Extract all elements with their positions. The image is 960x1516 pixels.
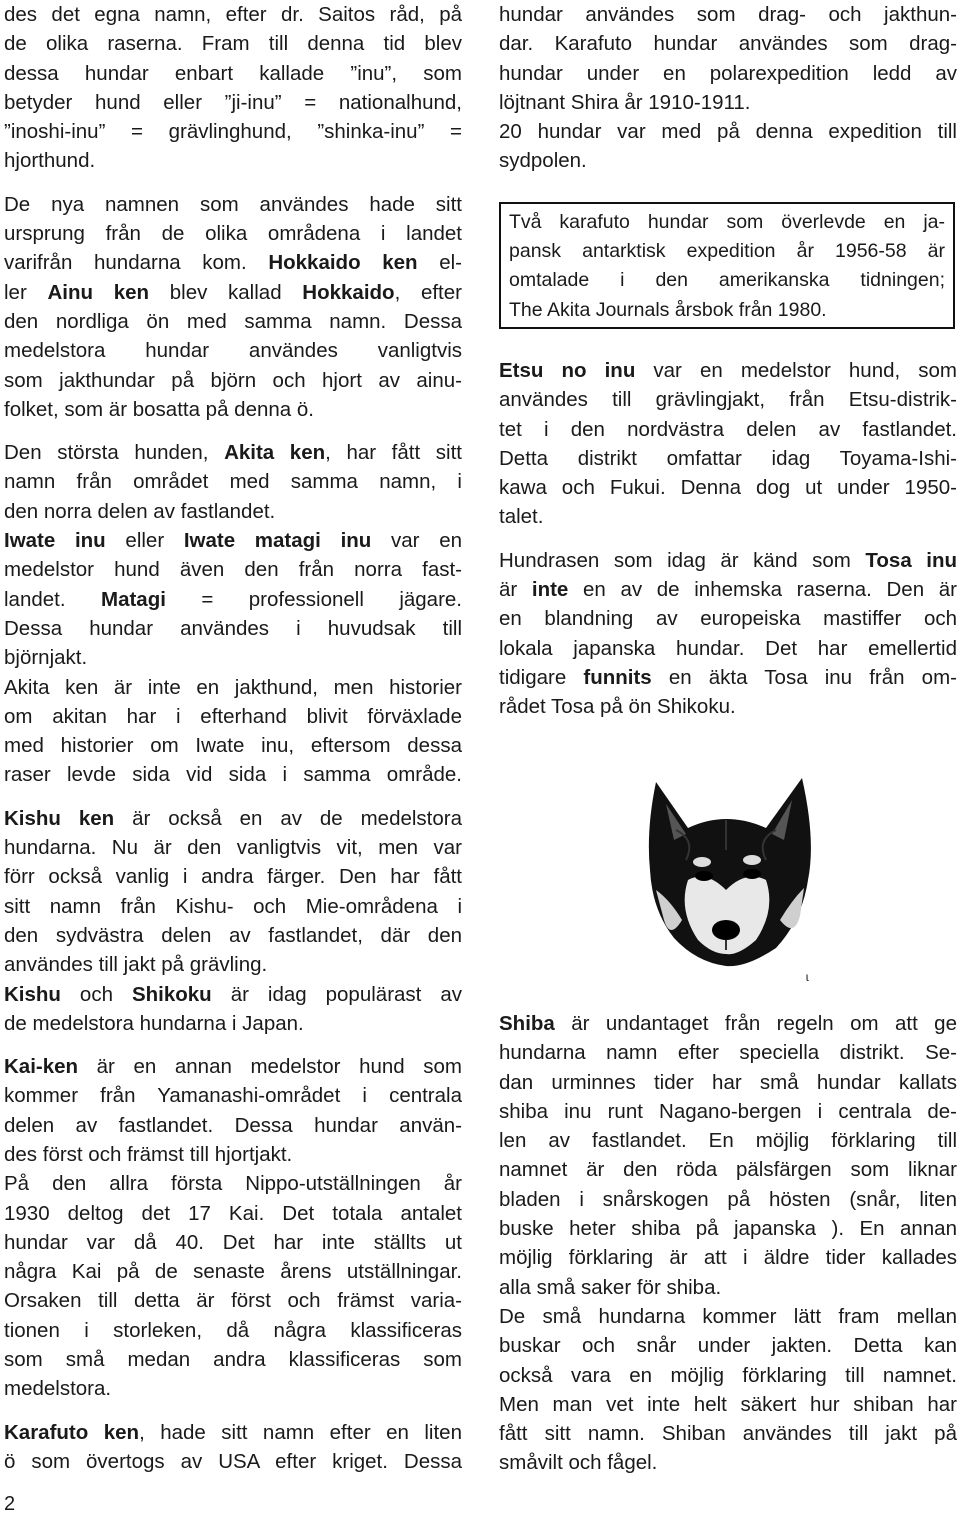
text-line: Kai-ken är en annan medelstor hund som <box>4 1055 462 1079</box>
shiba-dog-image <box>626 770 838 970</box>
text-line: Karafuto ken, hade sitt namn efter en liten <box>4 1420 462 1444</box>
text-line: hundar var då 40. Det har inte ställts ut <box>4 1230 462 1254</box>
text-line: des först och främst till hjortjakt. <box>4 1142 293 1166</box>
right-bottom-column <box>499 1009 957 1478</box>
text-line: lokala japanska hundar. Det har emellertid <box>499 636 957 660</box>
text-line: hundar användes som drag- och jakthun- <box>499 3 957 26</box>
text-line: 1930 deltog det 17 Kai. Det totala antalet <box>4 1201 462 1225</box>
text-line: Men man vet inte helt säkert hur shiban har <box>499 1392 957 1416</box>
text-line: som jakthundar på björn och hjort av ainu- <box>4 368 462 392</box>
text-line: ursprung från de olika områdena i landet <box>4 222 462 246</box>
text-line: kawa och Fukui. Denna dog ut under 1950- <box>499 476 957 500</box>
text-line: de olika raserna. Fram till denna tid blev <box>4 32 462 56</box>
text-line: Två karafuto hundar som överlevde en ja- <box>509 210 945 233</box>
text-line: De små hundarna kommer lätt fram mellan <box>499 1304 957 1328</box>
text-line: löjtnant Shira år 1910-1911. <box>499 90 751 114</box>
text-line: tidigare funnits en äkta Tosa inu från om- <box>499 665 957 689</box>
text-line: Kishu ken är också en av de medelstora <box>4 806 462 830</box>
text-line: Dessa hundar användes i huvudsak till <box>4 616 462 640</box>
text-line: hundarna namn efter speciella distrikt. Se- <box>499 1041 957 1065</box>
text-line: medelstor hund även den från norra fast- <box>4 558 462 582</box>
text-line: Akita ken är inte en jakthund, men historier <box>4 675 462 699</box>
text-line: småvilt och fågel. <box>499 1451 658 1475</box>
text-line: Hundrasen som idag är känd som Tosa inu <box>499 548 958 572</box>
text-line: ö som övertogs av USA efter kriget. Dessa <box>4 1449 462 1473</box>
text-line: ler Ainu ken blev kallad Hokkaido, efter <box>4 280 462 304</box>
text-line: buskar och snår under jakten. Detta kan <box>499 1334 957 1358</box>
text-line: möjlig förklaring är att i äldre tider kallades <box>499 1246 957 1270</box>
text-line: varifrån hundarna kom. Hokkaido ken el- <box>4 251 462 275</box>
text-line: en blandning av europeiska mastiffer och <box>499 607 957 631</box>
text-line: 20 hundar var med på denna expedition till <box>499 120 957 144</box>
right-bottom-text <box>499 1009 957 1478</box>
paragraph-gap <box>499 532 957 546</box>
text-line: hundarna. Nu är den vanligtvis vit, men var <box>4 836 462 860</box>
text-line: shiba inu runt Nagano-bergen i centrala de- <box>499 1099 957 1123</box>
text-line: namnet är den röda pälsfärgen som liknar <box>499 1158 957 1182</box>
page-number: 2 <box>4 1493 16 1515</box>
text-line: tionen i storleken, då några klassificeras <box>4 1318 462 1342</box>
image-mark: ɩ <box>806 970 809 984</box>
text-line: den nordliga ön med samma namn. Dessa <box>4 309 462 333</box>
text-line: också vara en möjlig förklaring till namnet. <box>499 1363 957 1387</box>
text-line: användes till jakt på grävling. <box>4 953 268 977</box>
text-line: namn från området med samma namn, i <box>4 470 462 494</box>
paragraph-gap <box>4 424 462 438</box>
paragraph-gap <box>4 176 462 190</box>
right-mid-text <box>499 356 957 722</box>
text-line: betyder hund eller ”ji-inu” = nationalhund, <box>4 90 462 114</box>
text-line: omtalade i den amerikanska tidningen; <box>509 269 945 292</box>
text-line: tet i den nordvästra delen av fastlandet. <box>499 417 957 441</box>
text-line: sitt namn från Kishu- och Mie-områdena i <box>4 894 462 918</box>
text-line: några Kai på de senaste årens utställningar. <box>4 1260 462 1284</box>
text-line: delen av fastlandet. Dessa hundar använ- <box>4 1113 462 1137</box>
paragraph-gap <box>4 1038 462 1052</box>
text-line: fått sitt namn. Shiban användes till jakt på <box>499 1422 957 1446</box>
text-line: alla små saker för shiba. <box>499 1275 722 1299</box>
text-line: Iwate inu eller Iwate matagi inu var en <box>4 529 462 553</box>
text-line: medelstora hundar användes vanligtvis <box>4 339 462 363</box>
text-line: Den största hunden, Akita ken, har fått sitt <box>4 441 462 465</box>
text-line: den sydvästra delen av fastlandet, där den <box>4 923 462 947</box>
paragraph-gap <box>4 790 462 804</box>
text-line: användes till grävlingjakt, från Etsu-distrik- <box>499 388 957 412</box>
text-line: Orsaken till detta är först och främst varia- <box>4 1289 462 1313</box>
text-line: hundar under en polarexpedition ledd av <box>499 61 957 85</box>
text-line: de medelstora hundarna i Japan. <box>4 1011 304 1035</box>
text-line: landet. Matagi = professionell jägare. <box>4 587 462 611</box>
text-line: De nya namnen som användes hade sitt <box>4 192 462 216</box>
right-column <box>499 0 957 722</box>
text-line: Shiba är undantaget från regeln om att ge <box>499 1012 957 1035</box>
text-line: Etsu no inu var en medelstor hund, som <box>499 358 957 382</box>
text-line: är inte en av de inhemska raserna. Den är <box>499 578 957 602</box>
info-box <box>499 202 955 329</box>
text-line: Kishu och Shikoku är idag populärast av <box>4 982 462 1006</box>
text-line: den norra delen av fastlandet. <box>4 499 276 523</box>
text-line: dan urminnes tider har små hundar kallats <box>499 1070 957 1094</box>
text-line: kommer från Yamanashi-området i centrala <box>4 1084 462 1108</box>
text-line: På den allra första Nippo-utställningen år <box>4 1172 462 1196</box>
text-line: bladen i snårskogen på hösten (snår, liten <box>499 1187 957 1211</box>
text-line: ”inoshi-inu” = grävlinghund, ”shinka-inu” = <box>4 120 462 144</box>
text-line: buske heter shiba på japanska ). En annan <box>499 1217 957 1241</box>
left-column <box>4 0 462 1476</box>
text-line: medelstora. <box>4 1377 112 1401</box>
text-line: pansk antarktisk expedition år 1956-58 är <box>509 240 945 263</box>
text-line: hjorthund. <box>4 149 96 173</box>
text-line: rådet Tosa på ön Shikoku. <box>499 695 736 719</box>
right-top-text <box>499 0 957 176</box>
text-line: talet. <box>499 505 544 529</box>
text-line: sydpolen. <box>499 149 587 173</box>
text-line: med historier om Iwate inu, eftersom dessa <box>4 734 462 758</box>
text-line: dar. Karafuto hundar användes som drag- <box>499 32 957 56</box>
text-line: dessa hundar enbart kallade ”inu”, som <box>4 61 462 85</box>
text-line: björnjakt. <box>4 646 88 670</box>
text-line: raser levde sida vid sida i samma område. <box>4 763 462 787</box>
paragraph-gap <box>4 1404 462 1418</box>
text-line: som små medan andra klassificeras som <box>4 1348 462 1372</box>
text-line: om akitan har i efterhand blivit förväxlade <box>4 704 462 728</box>
text-line: förr också vanlig i andra färger. Den har fått <box>4 865 462 889</box>
text-line: The Akita Journals årsbok från 1980. <box>509 298 827 321</box>
text-line: des det egna namn, efter dr. Saitos råd, på <box>4 3 462 26</box>
text-line: folket, som är bosatta på denna ö. <box>4 397 314 421</box>
shiba-dog-portrait-icon <box>626 770 838 970</box>
text-line: len av fastlandet. En möjlig förklaring till <box>499 1129 957 1153</box>
text-line: Detta distrikt omfattar idag Toyama-Ishi- <box>499 446 957 470</box>
